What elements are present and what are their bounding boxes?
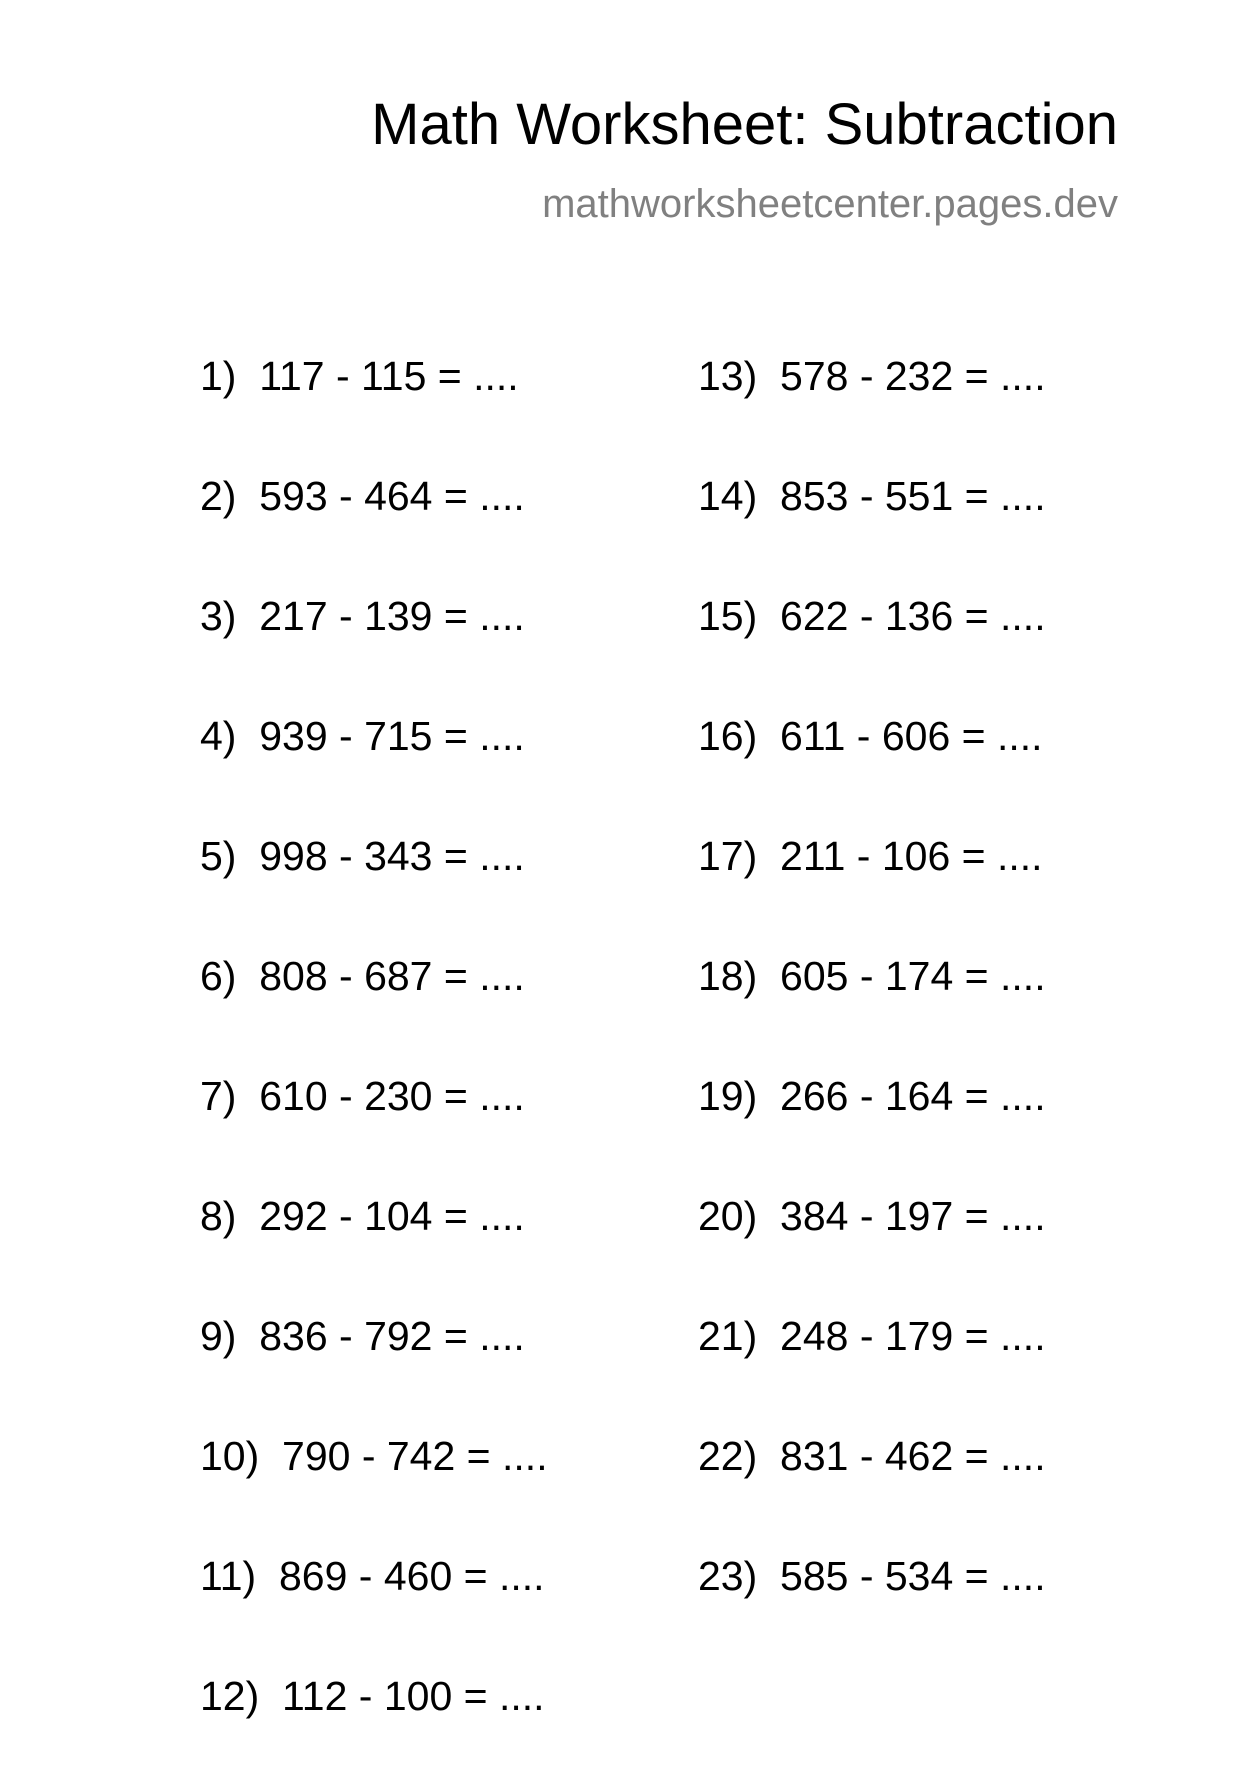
problem-column-left xyxy=(200,352,548,1792)
worksheet-title: Math Worksheet: Subtraction xyxy=(371,92,1118,157)
problem-13: 13) 578 - 232 = .... xyxy=(698,353,1046,399)
problem-16: 16) 611 - 606 = .... xyxy=(698,713,1043,759)
problem-11: 11) 869 - 460 = .... xyxy=(200,1553,545,1599)
problem-23: 23) 585 - 534 = .... xyxy=(698,1553,1046,1599)
problem-4: 4) 939 - 715 = .... xyxy=(200,713,525,759)
problem-10: 10) 790 - 742 = .... xyxy=(200,1433,548,1479)
problem-6: 6) 808 - 687 = .... xyxy=(200,953,525,999)
problem-12: 12) 112 - 100 = .... xyxy=(200,1673,545,1719)
problem-20: 20) 384 - 197 = .... xyxy=(698,1193,1046,1239)
site-url: mathworksheetcenter.pages.dev xyxy=(542,182,1118,226)
problem-9: 9) 836 - 792 = .... xyxy=(200,1313,525,1359)
problem-3: 3) 217 - 139 = .... xyxy=(200,593,525,639)
problem-17: 17) 211 - 106 = .... xyxy=(698,833,1043,879)
problem-5: 5) 998 - 343 = .... xyxy=(200,833,525,879)
problem-21: 21) 248 - 179 = .... xyxy=(698,1313,1046,1359)
problem-8: 8) 292 - 104 = .... xyxy=(200,1193,525,1239)
problem-2: 2) 593 - 464 = .... xyxy=(200,473,525,519)
problem-column-right xyxy=(698,352,1046,1672)
worksheet-header xyxy=(371,92,1118,226)
problem-1: 1) 117 - 115 = .... xyxy=(200,353,519,399)
problem-14: 14) 853 - 551 = .... xyxy=(698,473,1046,519)
problem-7: 7) 610 - 230 = .... xyxy=(200,1073,525,1119)
problem-22: 22) 831 - 462 = .... xyxy=(698,1433,1046,1479)
problem-15: 15) 622 - 136 = .... xyxy=(698,593,1046,639)
problem-18: 18) 605 - 174 = .... xyxy=(698,953,1046,999)
problem-19: 19) 266 - 164 = .... xyxy=(698,1073,1046,1119)
